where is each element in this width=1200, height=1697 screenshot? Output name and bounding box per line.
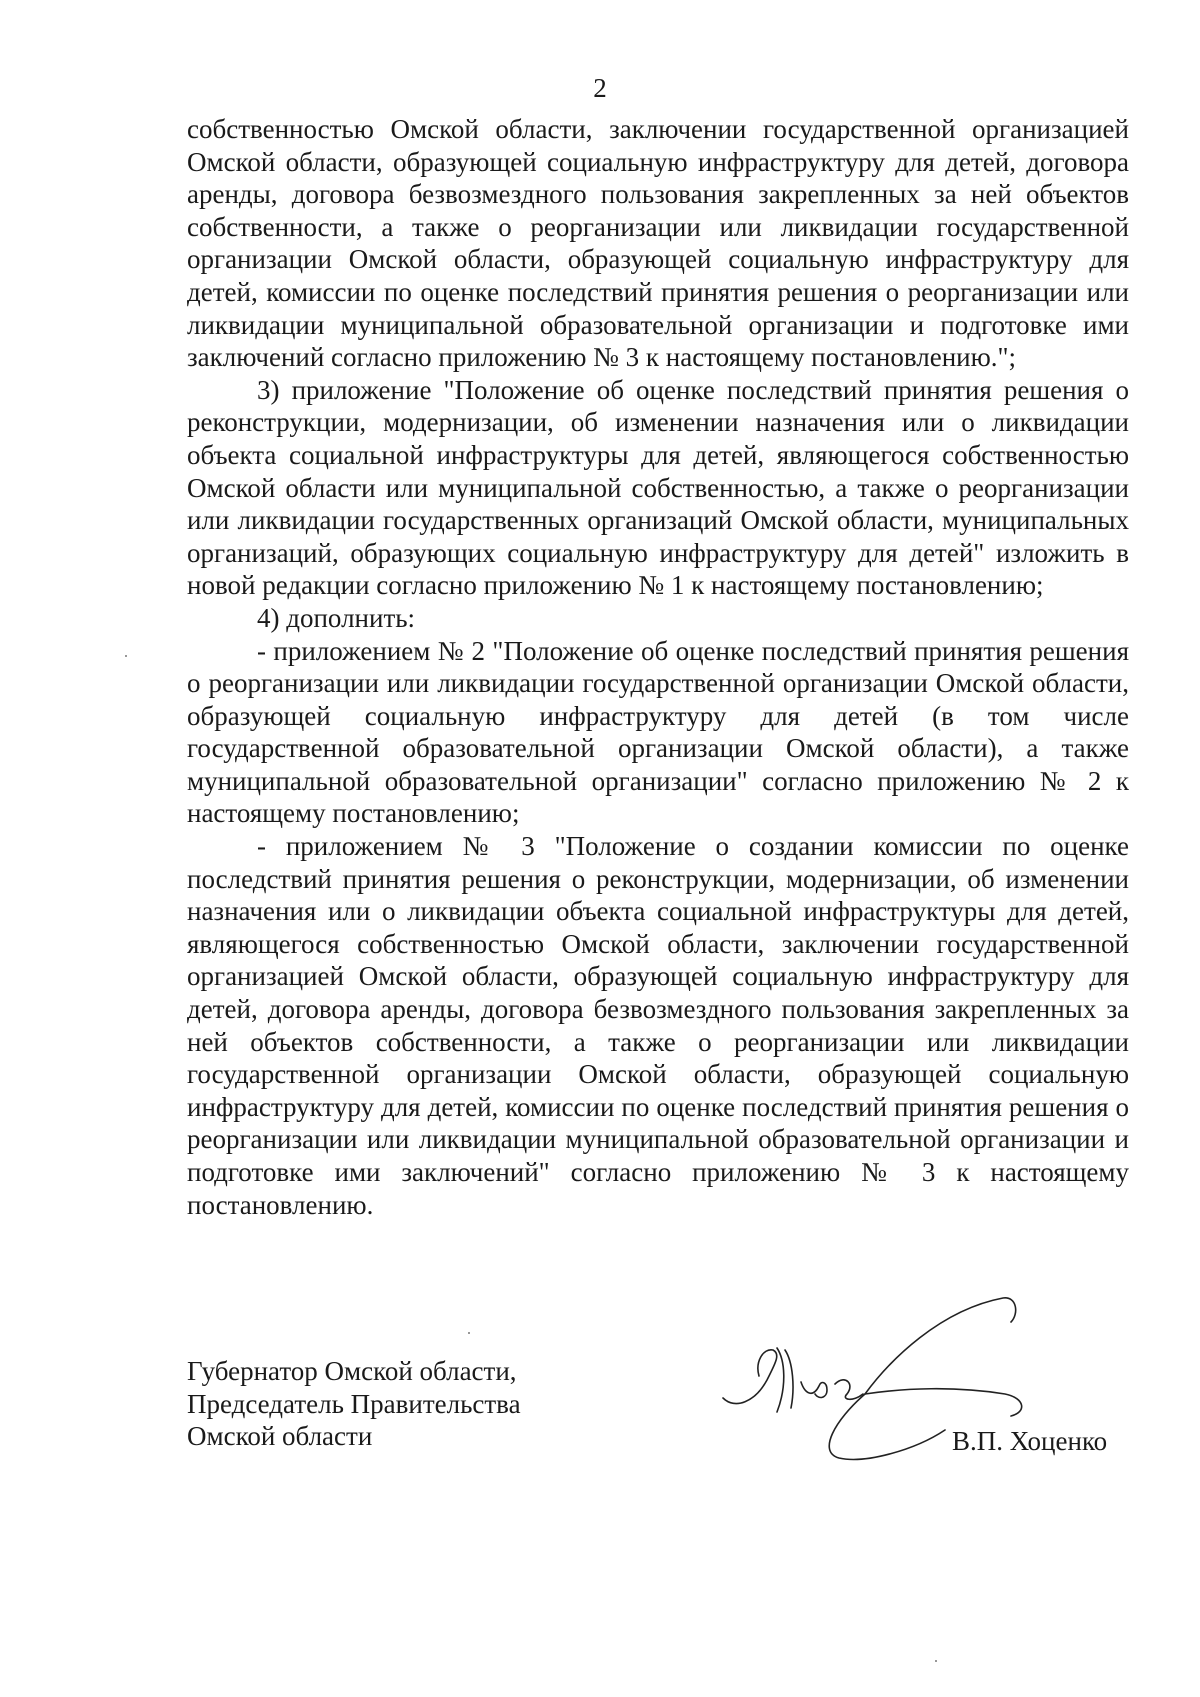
paragraph-item-3: 3) приложение "Положение об оценке последствий принятия решения о реконструкции, модернизации, об изменении назначения или о ликвидации объекта социальной инфраструктуры для детей, являющегося собственностью Омской области или муниципальной собственностью, а также о реорганизации или ликвидации государственных организаций Омской области, муниципальных организаций, образующих социальную инфраструктуру для детей" изложить в новой редакции согласно приложению № 1 к настоящему постановлению; bbox=[187, 374, 1129, 601]
document-body bbox=[187, 113, 1129, 1221]
signature-stroke bbox=[829, 1394, 945, 1459]
signatory-name: В.П. Хоценко bbox=[952, 1426, 1108, 1456]
signature-stroke bbox=[835, 1380, 863, 1399]
paragraph-item-4: 4) дополнить: bbox=[257, 602, 416, 633]
paragraph-appendix-2: - приложением № 2 "Положение об оценке последствий принятия решения о реорганизации или ликвидации государственной организации Омской области, образующей социальную инфраструктуру для детей (в том числе государственной образовательной организации Омской области), а также муниципальной образовательной организации" согласно приложению № 2 к настоящему постановлению; bbox=[187, 635, 1129, 829]
signature-stroke bbox=[723, 1350, 777, 1404]
page-number: 2 bbox=[593, 73, 607, 103]
scan-speck bbox=[125, 655, 127, 657]
signature-stroke bbox=[777, 1348, 784, 1412]
paragraph-appendix-3: - приложением № 3 "Положение о создании комиссии по оценке последствий принятия решения о реконструкции, модернизации, об изменении назначения или о ликвидации объекта социальной инфраструктуры для детей, являющегося собственностью Омской области, заключении государственной организацией Омской области, образующей социальную инфраструктуру для детей, договора аренды, договора безвозмездного пользования закрепленных за ней объектов собственности, а также о реорганизации или ликвидации государственной организации Омской области, образующей социальную инфраструктуру для детей, комиссии по оценке последствий принятия решения о реорганизации или ликвидации муниципальной образовательной организации и подготовке ими заключений" согласно приложению № 3 к настоящему постановлению. bbox=[187, 831, 1129, 1220]
signatory-position-line: Губернатор Омской области, bbox=[187, 1356, 517, 1386]
paragraph-continuation: собственностью Омской области, заключении государственной организацией Омской области, образующей социальную инфраструктуру для детей, договора аренды, договора безвозмездного пользования закрепленных за ней объектов собственности, а также о реорганизации или ликвидации государственной организации Омской области, образующей социальную инфраструктуру для детей, комиссии по оценке последствий принятия решения о реорганизации или ликвидации муниципальной образовательной организации и подготовке ими заключений согласно приложению № 3 к настоящему постановлению."; bbox=[187, 114, 1129, 373]
signature-stroke bbox=[785, 1350, 793, 1408]
scan-speck bbox=[468, 1332, 470, 1334]
signature-stroke bbox=[801, 1382, 827, 1397]
signatory-position bbox=[187, 1355, 521, 1453]
signatory-position-line: Омской области bbox=[187, 1421, 373, 1452]
signature-stroke bbox=[865, 1389, 1022, 1416]
scan-speck bbox=[935, 1660, 937, 1662]
signature-stroke bbox=[865, 1298, 1016, 1394]
signatory-position-line: Председатель Правительства bbox=[187, 1388, 521, 1419]
